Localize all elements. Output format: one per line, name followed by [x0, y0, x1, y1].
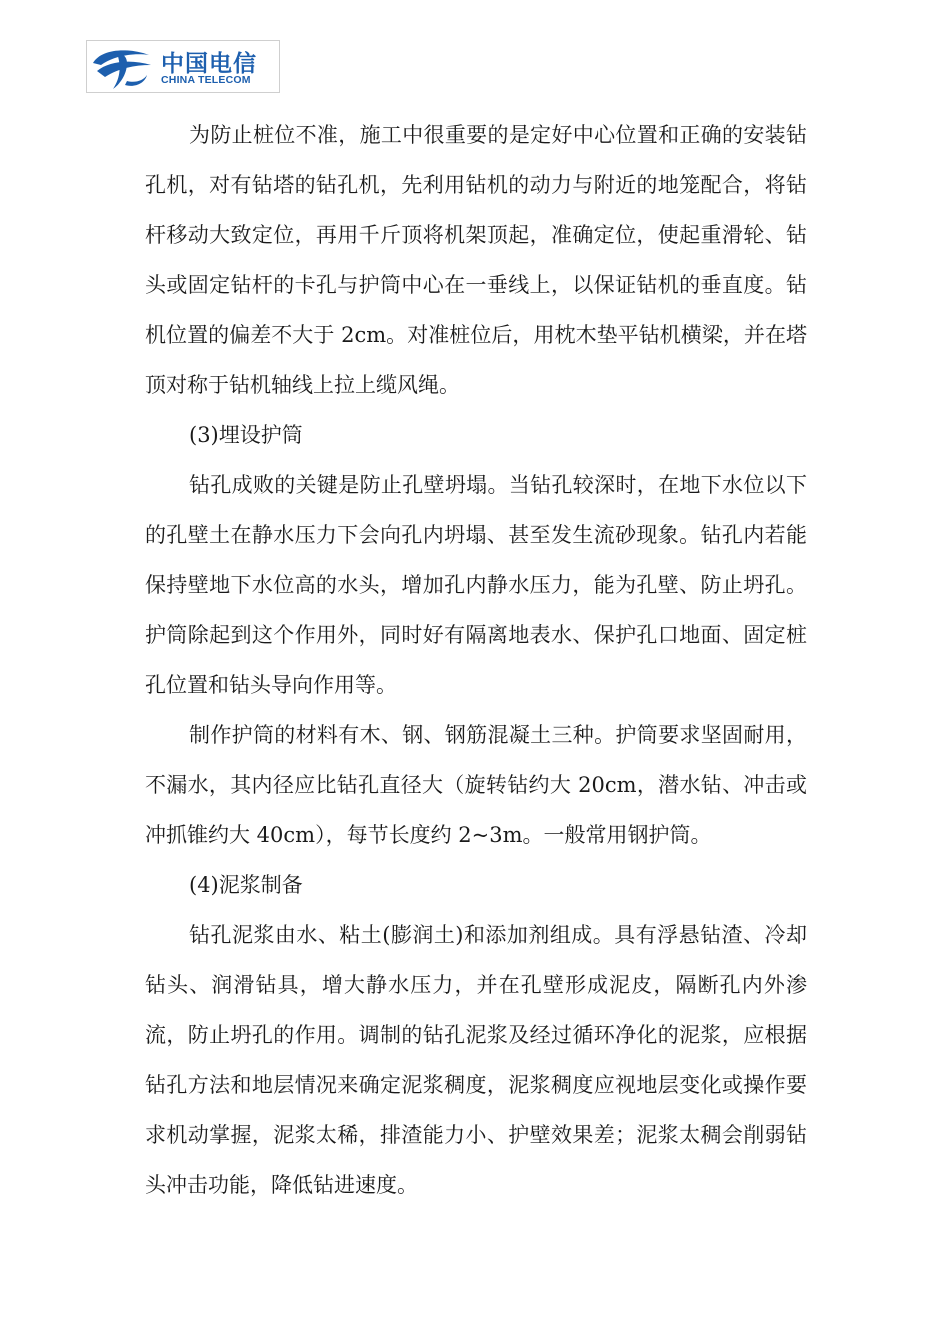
document-body — [145, 110, 807, 1210]
section-heading: (3)埋设护筒 — [189, 423, 303, 447]
logo-chinese-name: 中国电信 — [161, 51, 257, 77]
paragraph: 制作护筒的材料有木、钢、钢筋混凝土三种。护筒要求坚固耐用，不漏水，其内径应比钻孔直径大（旋转钻约大 20cm，潜水钻、冲击或冲抓锥约大 40cm），每节长度约 2~3m。一般常用钢护筒。 — [145, 723, 807, 847]
china-telecom-logo-icon — [87, 41, 159, 92]
section-heading: (4)泥浆制备 — [189, 873, 303, 897]
paragraph: 钻孔成败的关键是防止孔壁坍塌。当钻孔较深时，在地下水位以下的孔壁土在静水压力下会向孔内坍塌、甚至发生流砂现象。钻孔内若能保持壁地下水位高的水头，增加孔内静水压力，能为孔壁、防止坍孔。护筒除起到这个作用外，同时好有隔离地表水、保护孔口地面、固定桩孔位置和钻头导向作用等。 — [145, 473, 807, 697]
paragraph: 钻孔泥浆由水、粘土(膨润土)和添加剂组成。具有浮悬钻渣、冷却钻头、润滑钻具，增大静水压力，并在孔壁形成泥皮，隔断孔内外渗流，防止坍孔的作用。调制的钻孔泥浆及经过循环净化的泥浆，应根据钻孔方法和地层情况来确定泥浆稠度，泥浆稠度应视地层变化或操作要求机动掌握，泥浆太稀，排渣能力小、护壁效果差；泥浆太稠会削弱钻头冲击功能，降低钻进速度。 — [145, 923, 807, 1197]
logo-english-name: CHINA TELECOM — [161, 74, 251, 86]
paragraph: 为防止桩位不准，施工中很重要的是定好中心位置和正确的安装钻孔机，对有钻塔的钻孔机，先利用钻机的动力与附近的地笼配合，将钻杆移动大致定位，再用千斤顶将机架顶起，准确定位，使起重滑轮、钻头或固定钻杆的卡孔与护筒中心在一垂线上，以保证钻机的垂直度。钻机位置的偏差不大于 2cm。对准桩位后，用枕木垫平钻机横梁，并在塔顶对称于钻机轴线上拉上缆风绳。 — [145, 123, 807, 397]
company-logo — [86, 40, 280, 93]
